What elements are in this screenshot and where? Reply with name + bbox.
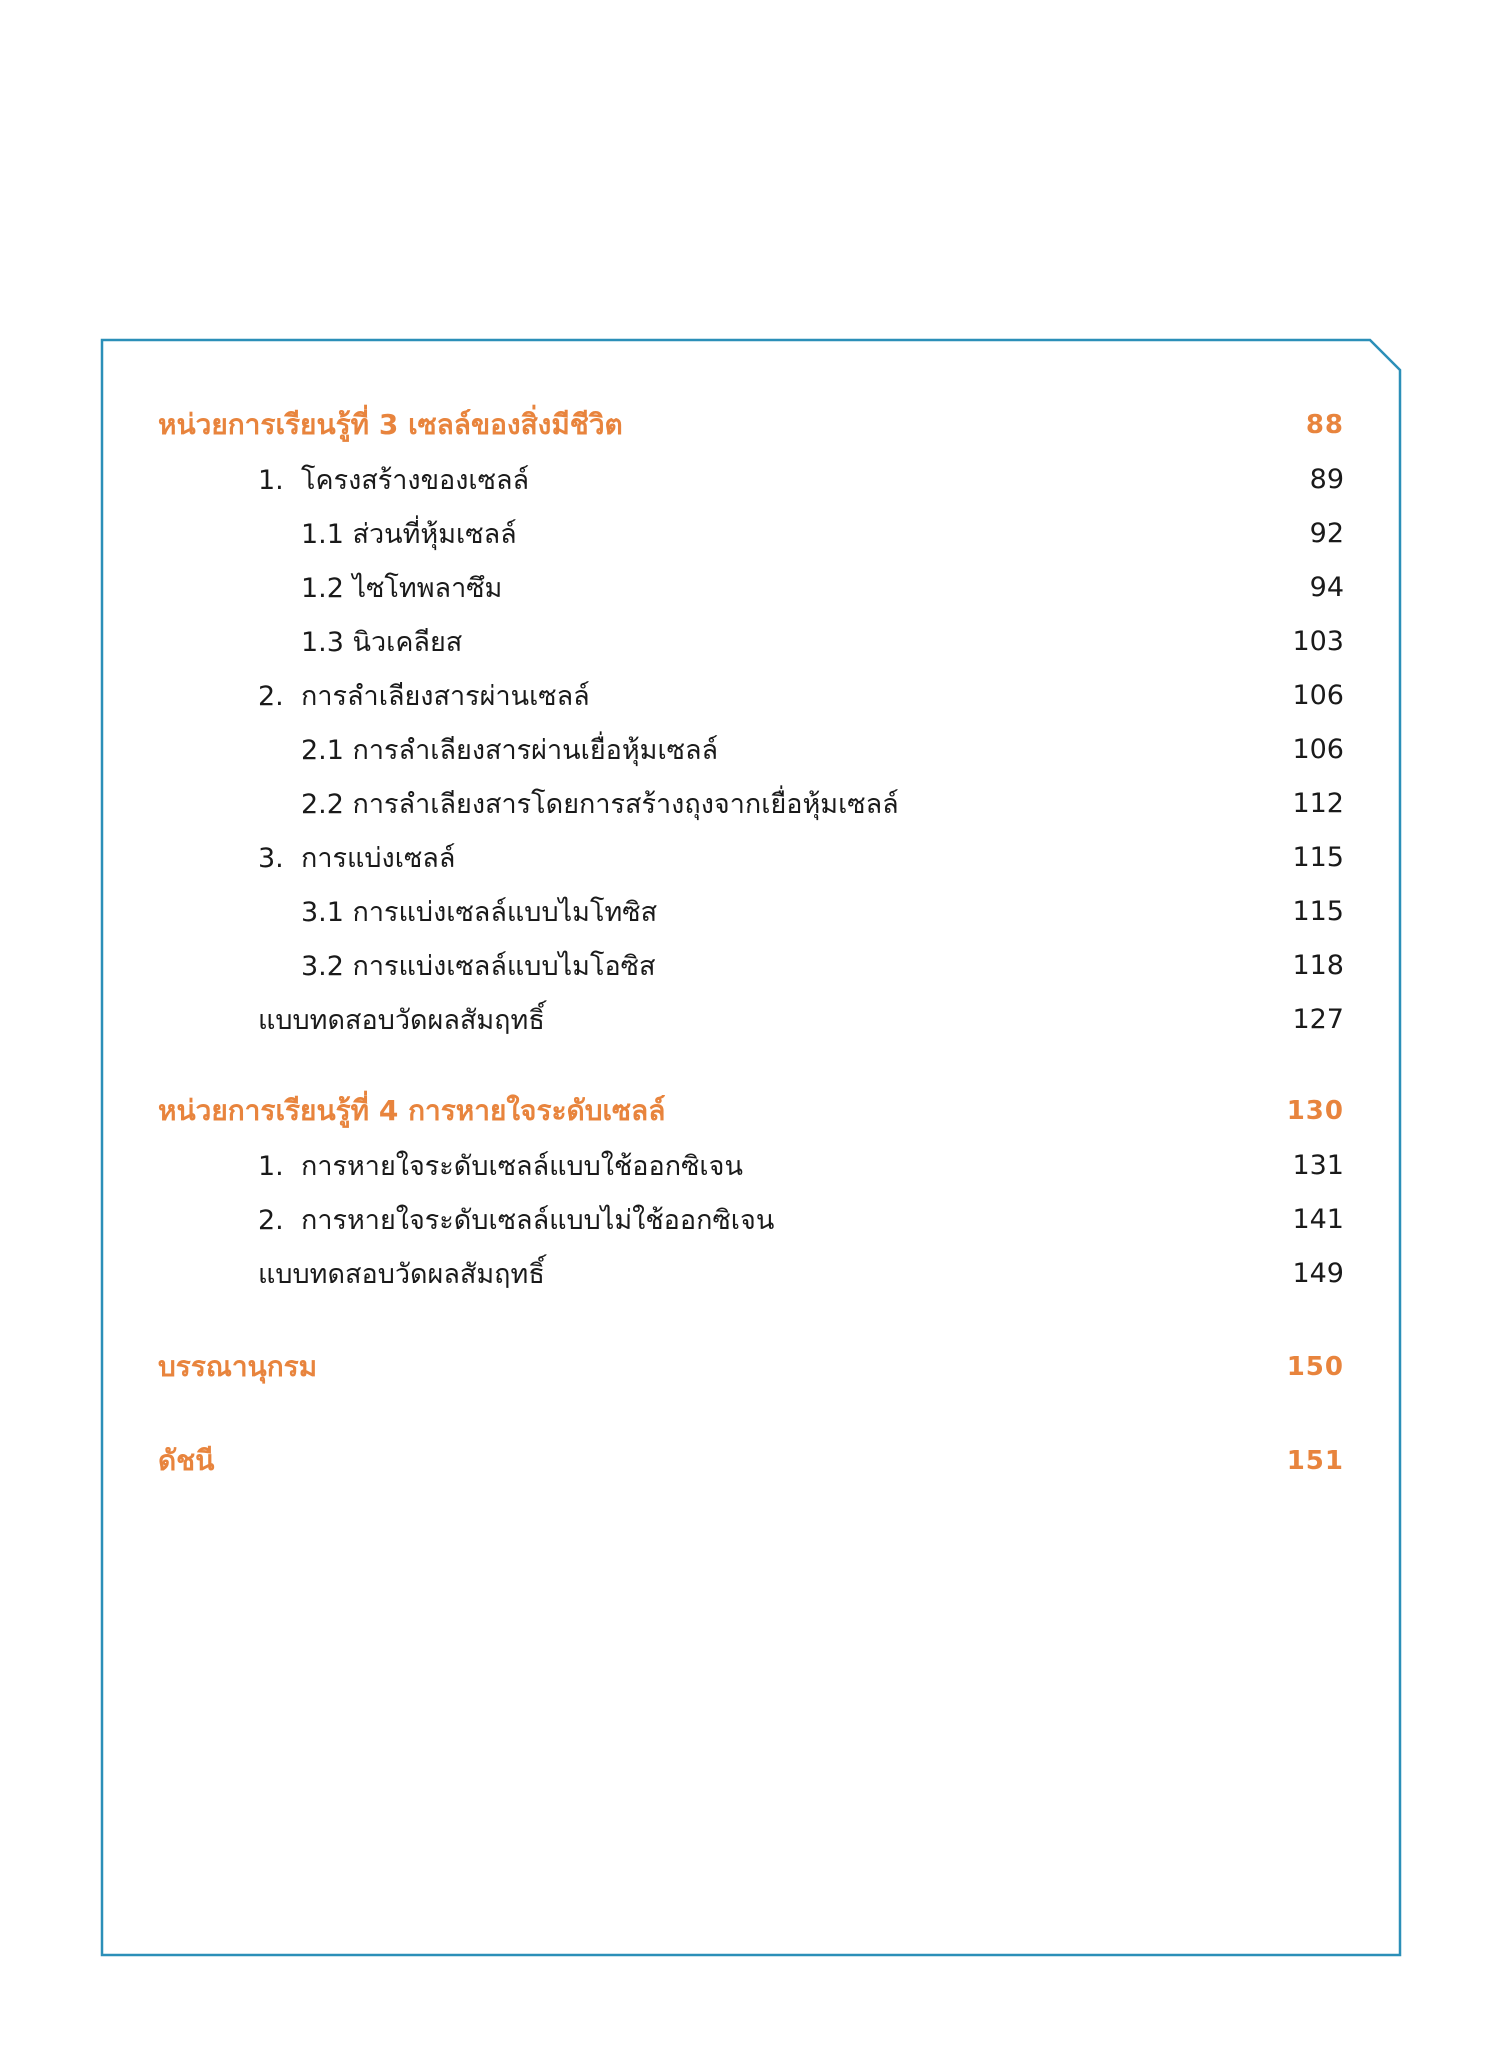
toc-page-number: 89	[1309, 463, 1344, 495]
toc-page-number: 127	[1292, 1003, 1344, 1035]
toc-entry-number: 2.	[258, 1204, 284, 1236]
toc-entry[interactable]	[158, 1138, 1344, 1192]
toc-page-number: 150	[1286, 1352, 1344, 1382]
toc-entry-title: การลำเลียงสารผ่านเซลล์	[301, 680, 590, 712]
toc-page-number: 149	[1292, 1257, 1344, 1289]
toc-entry-title: โครงสร้างของเซลล์	[301, 464, 530, 496]
toc-page-number: 106	[1292, 733, 1344, 765]
toc-entry[interactable]	[158, 992, 1344, 1046]
toc-unit-title: บรรณานุกรม	[158, 1350, 318, 1383]
toc-entry-title: 1.2 ไซโทพลาซึม	[301, 572, 503, 604]
toc-entry-title: การแบ่งเซลล์	[301, 842, 456, 874]
toc-entry-title: 3.2 การแบ่งเซลล์แบบไมโอซิส	[301, 950, 656, 982]
toc-entry-title: 1.1 ส่วนที่หุ้มเซลล์	[301, 518, 517, 550]
toc-entry[interactable]	[158, 614, 1344, 668]
toc-entry-title: 3.1 การแบ่งเซลล์แบบไมโทซิส	[301, 896, 658, 928]
toc-page-number: 151	[1286, 1446, 1344, 1476]
toc-page-number: 106	[1292, 679, 1344, 711]
toc-page-number: 92	[1309, 517, 1344, 549]
toc-page-number: 88	[1305, 410, 1344, 440]
toc-entry[interactable]	[158, 668, 1344, 722]
toc-entry[interactable]	[158, 884, 1344, 938]
toc-entry[interactable]	[158, 830, 1344, 884]
toc-entry-title: แบบทดสอบวัดผลสัมฤทธิ์	[258, 1258, 545, 1290]
toc-entry-title: แบบทดสอบวัดผลสัมฤทธิ์	[258, 1004, 545, 1036]
toc-entry[interactable]	[158, 452, 1344, 506]
toc-page-number: 94	[1309, 571, 1344, 603]
toc-entry-number: 2.	[258, 680, 284, 712]
toc-page-number: 141	[1292, 1203, 1344, 1235]
toc-entry-number: 1.	[258, 464, 284, 496]
toc-entry-number: 1.	[258, 1150, 284, 1182]
toc-unit-title: หน่วยการเรียนรู้ที่ 3 เซลล์ของสิ่งมีชีวิต	[158, 408, 623, 441]
toc-entry-number: 3.	[258, 842, 284, 874]
toc-entry-title: การหายใจระดับเซลล์แบบใช้ออกซิเจน	[301, 1150, 743, 1182]
toc-page-number: 115	[1292, 895, 1344, 927]
toc-entry[interactable]	[158, 938, 1344, 992]
toc-entry[interactable]	[158, 776, 1344, 830]
toc-index[interactable]	[158, 1434, 1344, 1488]
toc-entry-title: 1.3 นิวเคลียส	[301, 626, 463, 658]
toc-entry-title: 2.2 การลำเลียงสารโดยการสร้างถุงจากเยื่อหุ้มเซลล์	[301, 788, 899, 820]
toc-unit-3-heading[interactable]	[158, 398, 1344, 452]
toc-page-number: 131	[1292, 1149, 1344, 1181]
toc-page-number: 118	[1292, 949, 1344, 981]
toc-unit-title: หน่วยการเรียนรู้ที่ 4 การหายใจระดับเซลล์	[158, 1094, 666, 1127]
toc-bibliography[interactable]	[158, 1340, 1344, 1394]
toc-entry[interactable]	[158, 1246, 1344, 1300]
table-of-contents	[158, 398, 1344, 1488]
toc-unit-title: ดัชนี	[158, 1444, 215, 1477]
toc-page-number: 103	[1292, 625, 1344, 657]
toc-entry[interactable]	[158, 722, 1344, 776]
toc-entry[interactable]	[158, 560, 1344, 614]
toc-entry[interactable]	[158, 1192, 1344, 1246]
toc-page-number: 115	[1292, 841, 1344, 873]
toc-entry[interactable]	[158, 506, 1344, 560]
toc-page-number: 112	[1292, 787, 1344, 819]
toc-unit-4-heading[interactable]	[158, 1084, 1344, 1138]
toc-entry-title: การหายใจระดับเซลล์แบบไม่ใช้ออกซิเจน	[301, 1204, 775, 1236]
toc-entry-title: 2.1 การลำเลียงสารผ่านเยื่อหุ้มเซลล์	[301, 734, 719, 766]
toc-page-number: 130	[1286, 1096, 1344, 1126]
